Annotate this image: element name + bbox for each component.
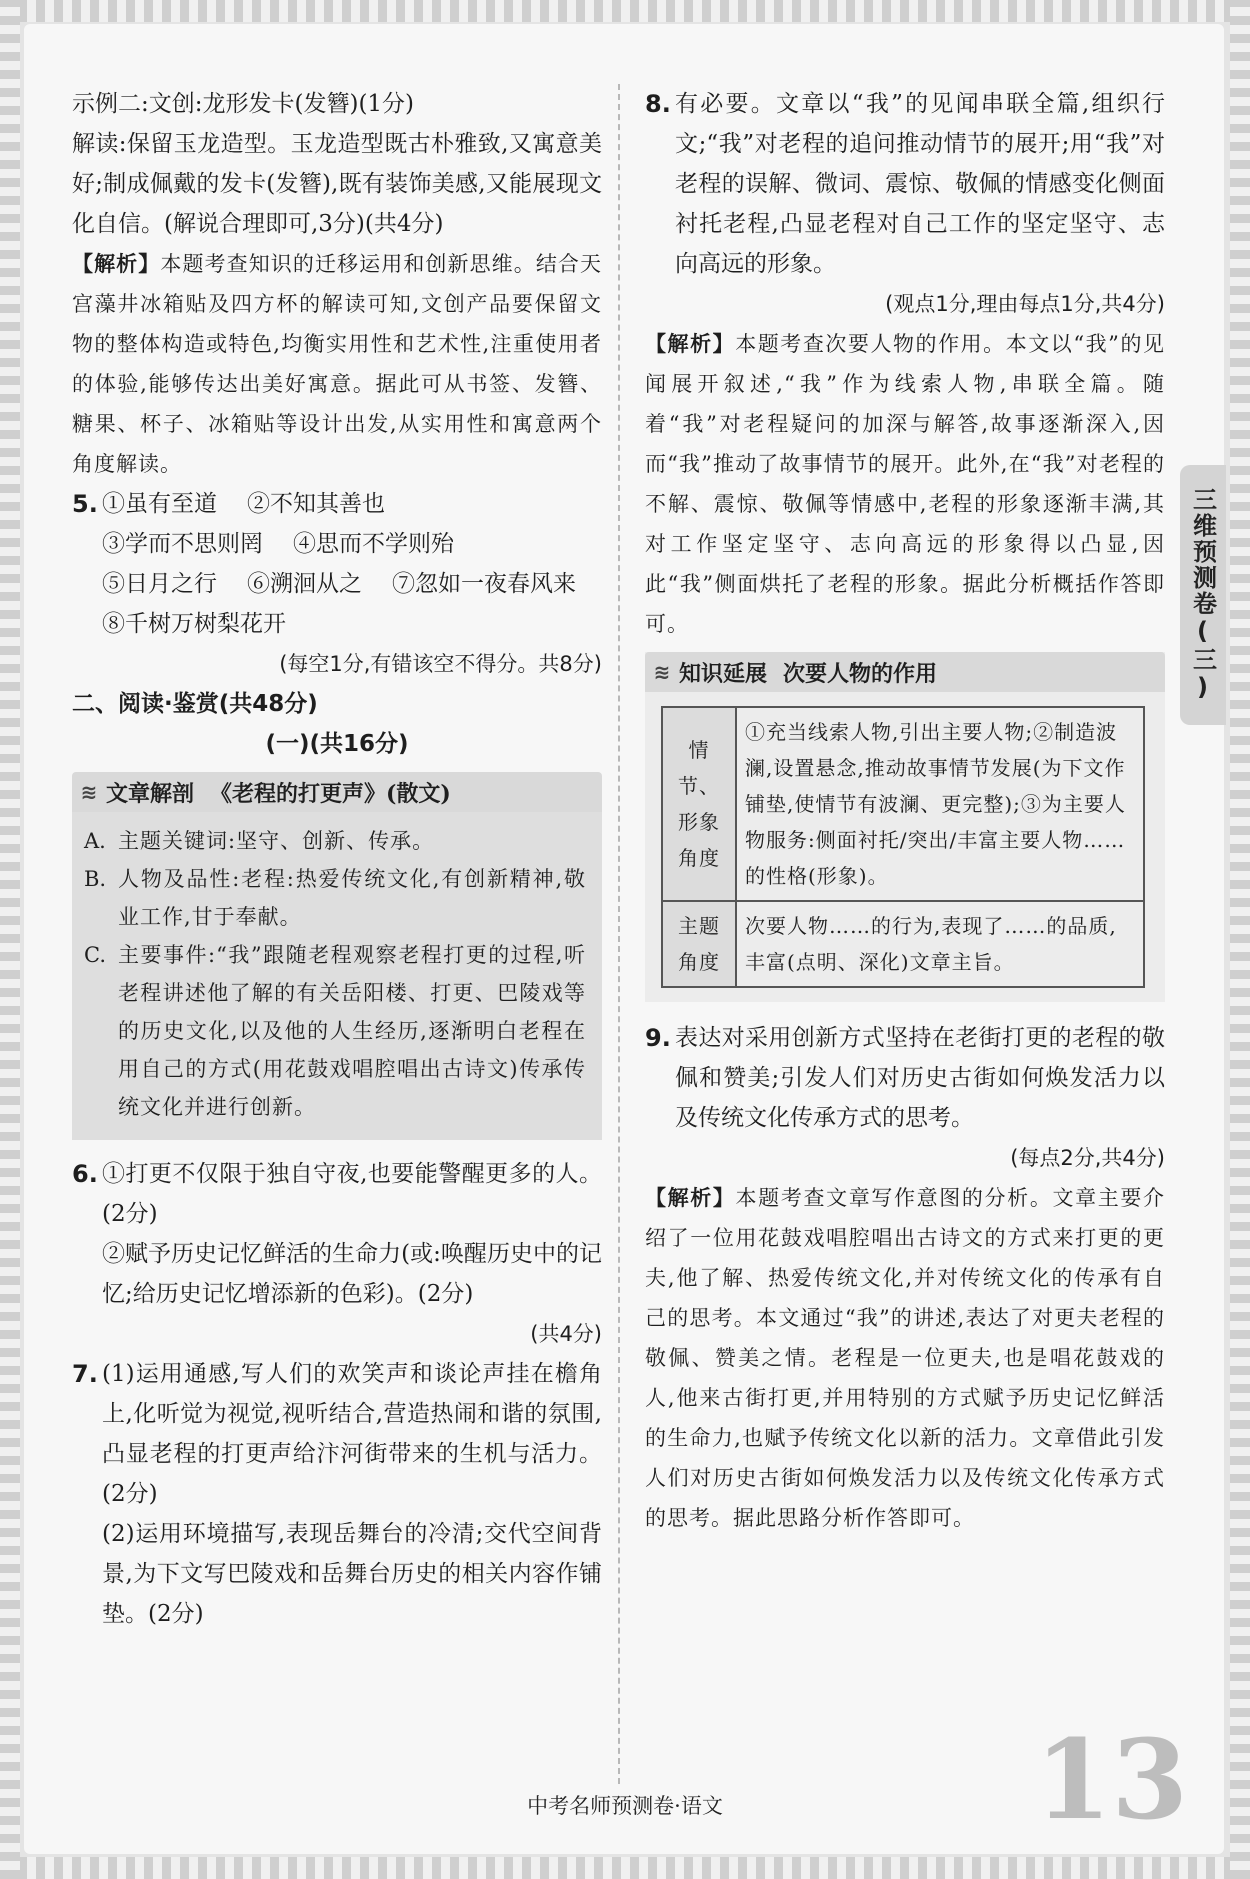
analysis-item: [84, 936, 586, 1126]
article-title: 《老程的打更声》(散文): [210, 780, 451, 807]
q5-line: [102, 484, 602, 524]
article-analysis-label: 文章解剖: [106, 781, 195, 807]
item-label: A.: [84, 829, 106, 853]
q9-analysis-text: 本题考查文章写作意图的分析。文章主要介绍了一位用花鼓戏唱腔唱出古诗文的方式来打更的更夫,他了解、热爱传统文化,并对传统文化的传承有自己的思考。本文通过“我”的讲述,表达了对更夫老程的敬佩、赞美之情。老程是一位更夫,也是唱花鼓戏的人,他来古街打更,并用特别的方式赋予历史记忆鲜活的生命力,也赋予传统文化以新的活力。文章借此引发人们对历史古街如何焕发活力以及传统文化传承方式的思考。据此思路分析作答即可。: [645, 1186, 1165, 1530]
knowledge-title: 次要人物的作用: [783, 661, 938, 687]
q8-text: 有必要。文章以“我”的见闻串联全篇,组织行文;“我”对老程的追问推动情节的展开;用“我”对老程的误解、微词、震惊、敬佩的情感变化侧面衬托老程,凸显老程对自己工作的坚定坚守、志向高远的形象。: [675, 91, 1165, 277]
analysis-tag: 【解析】: [645, 332, 736, 356]
page-border-bottom: [0, 1857, 1250, 1879]
waves-icon: ≋: [653, 660, 671, 684]
row-head: 情节、形象角度: [662, 707, 736, 901]
knowledge-header: [645, 652, 1165, 692]
q5-blank: ⑧千树万树梨花开: [102, 611, 286, 637]
q4-analysis-text: 本题考查知识的迁移运用和创新思维。结合天宫藻井冰箱贴及四方杯的解读可知,文创产品要保留文物的整体构造或特色,均衡实用性和艺术性,注重使用者的体验,能够传达出美好寓意。据此可从书签、发簪、糖果、杯子、冰箱贴等设计出发,从实用性和寓意两个角度解读。: [72, 252, 603, 476]
page-footer: 中考名师预测卷·语文: [527, 1794, 723, 1818]
q7-answers: [102, 1354, 602, 1634]
table-row: [662, 901, 1144, 987]
q5-line: [102, 604, 602, 644]
q5-line: [102, 524, 602, 564]
right-column: [645, 84, 1165, 1538]
q5-blank: ⑥溯洄从之: [247, 571, 362, 597]
q8-score: (观点1分,理由每点1分,共4分): [885, 292, 1165, 316]
article-analysis-header: [72, 772, 602, 812]
analysis-item: [84, 860, 586, 936]
q7-part-2: (2)运用环境描写,表现岳舞台的冷清;交代空间背景,为下文写巴陵戏和岳舞台历史的相关内容作铺垫。(2分): [102, 1521, 602, 1627]
item-text: 人物及品性:老程:热爱传统文化,有创新精神,敬业工作,甘于奉献。: [118, 867, 586, 929]
waves-icon: ≋: [80, 780, 98, 804]
question-number: 8.: [645, 90, 671, 118]
question-9: [645, 1018, 1165, 1138]
q8-analysis: [645, 324, 1165, 644]
question-6: [72, 1154, 602, 1314]
question-7: [72, 1354, 602, 1634]
column-divider: [618, 84, 620, 1784]
question-number: 6.: [72, 1160, 98, 1188]
left-column: [72, 84, 602, 1634]
analysis-tag: 【解析】: [645, 1186, 736, 1210]
example-two-line: 示例二:文创:龙形发卡(发簪)(1分): [72, 91, 415, 117]
q5-blank: ⑦忽如一夜春风来: [392, 571, 576, 597]
article-analysis-box: [72, 812, 602, 1140]
q9-score: (每点2分,共4分): [1010, 1146, 1165, 1170]
row-head: 主题角度: [662, 901, 736, 987]
page-border-right: [1230, 0, 1250, 1879]
q5-answers: [102, 484, 602, 644]
q6-score: (共4分): [530, 1322, 602, 1346]
q5-blank: ③学而不思则罔: [102, 531, 263, 557]
q5-score: (每空1分,有错该空不得分。共8分): [279, 652, 602, 676]
q9-analysis: [645, 1178, 1165, 1538]
question-number: 5.: [72, 490, 98, 518]
knowledge-label: 知识延展: [679, 661, 768, 687]
page-border-left: [0, 0, 20, 1879]
q5-line: [102, 564, 602, 604]
q5-blank: ④思而不学则殆: [293, 531, 454, 557]
row-body: 次要人物……的行为,表现了……的品质,丰富(点明、深化)文章主旨。: [736, 901, 1144, 987]
row-body: ①充当线索人物,引出主要人物;②制造波澜,设置悬念,推动故事情节发展(为下文作铺垫,使情节有波澜、更完整);③为主要人物服务:侧面衬托/突出/丰富主要人物……的性格(形象)。: [736, 707, 1144, 901]
item-text: 主题关键词:坚守、创新、传承。: [118, 829, 435, 853]
analysis-item: [84, 822, 586, 860]
q5-blank: ①虽有至道: [102, 491, 217, 517]
question-8: [645, 84, 1165, 284]
example-two-reading: 解读:保留玉龙造型。玉龙造型既古朴雅致,又寓意美好;制成佩戴的发卡(发簪),既有装饰美感,又能展现文化自信。(解说合理即可,3分)(共4分): [72, 131, 602, 237]
section-title: 二、阅读·鉴赏(共48分): [72, 691, 318, 717]
knowledge-extension: [645, 652, 1165, 1002]
q6-part-2: ②赋予历史记忆鲜活的生命力(或:唤醒历史中的记忆;给历史记忆增添新的色彩)。(2分): [102, 1241, 602, 1307]
q8-analysis-text: 本题考查次要人物的作用。本文以“我”的见闻展开叙述,“我”作为线索人物,串联全篇。随着“我”对老程疑问的加深与解答,故事逐渐深入,因而“我”推动了故事情节的展开。此外,在“我”对老程的不解、震惊、敬佩等情感中,老程的形象逐渐丰满,其对工作坚定坚守、志向高远的形象得以凸显,因此“我”侧面烘托了老程的形象。据此分析概括作答即可。: [645, 332, 1165, 636]
table-row: [662, 707, 1144, 901]
q5-blank: ②不知其善也: [247, 491, 385, 517]
page-border-top: [0, 0, 1250, 22]
item-text: 主要事件:“我”跟随老程观察老程打更的过程,听老程讲述他了解的有关岳阳楼、打更、巴陵戏等的历史文化,以及他的人生经历,逐渐明白老程在用自己的方式(用花鼓戏唱腔唱出古诗文)传承传统文化并进行创新。: [118, 943, 586, 1119]
q5-blank: ⑤日月之行: [102, 571, 217, 597]
question-5: [72, 484, 602, 644]
page-number: 13: [1034, 1715, 1188, 1844]
analysis-tag: 【解析】: [72, 252, 161, 276]
q9-text: 表达对采用创新方式坚持在老街打更的老程的敬佩和赞美;引发人们对历史古街如何焕发活力以及传统文化传承方式的思考。: [675, 1025, 1165, 1131]
q7-part-1: (1)运用通感,写人们的欢笑声和谈论声挂在檐角上,化听觉为视觉,视听结合,营造热闹和谐的氛围,凸显老程的打更声给汴河街带来的生机与活力。(2分): [102, 1361, 602, 1507]
item-label: B.: [84, 867, 107, 891]
item-label: C.: [84, 943, 106, 967]
side-tab: 三维预测卷(三): [1180, 465, 1226, 725]
knowledge-table: [661, 706, 1145, 988]
q6-part-1: ①打更不仅限于独自守夜,也要能警醒更多的人。(2分): [102, 1161, 602, 1227]
question-number: 7.: [72, 1360, 98, 1388]
q6-answers: [102, 1154, 602, 1314]
q4-analysis: [72, 244, 602, 484]
subsection-title: (一)(共16分): [265, 731, 409, 757]
q8-answer: [675, 84, 1165, 284]
question-number: 9.: [645, 1024, 671, 1052]
q9-answer: [675, 1018, 1165, 1138]
